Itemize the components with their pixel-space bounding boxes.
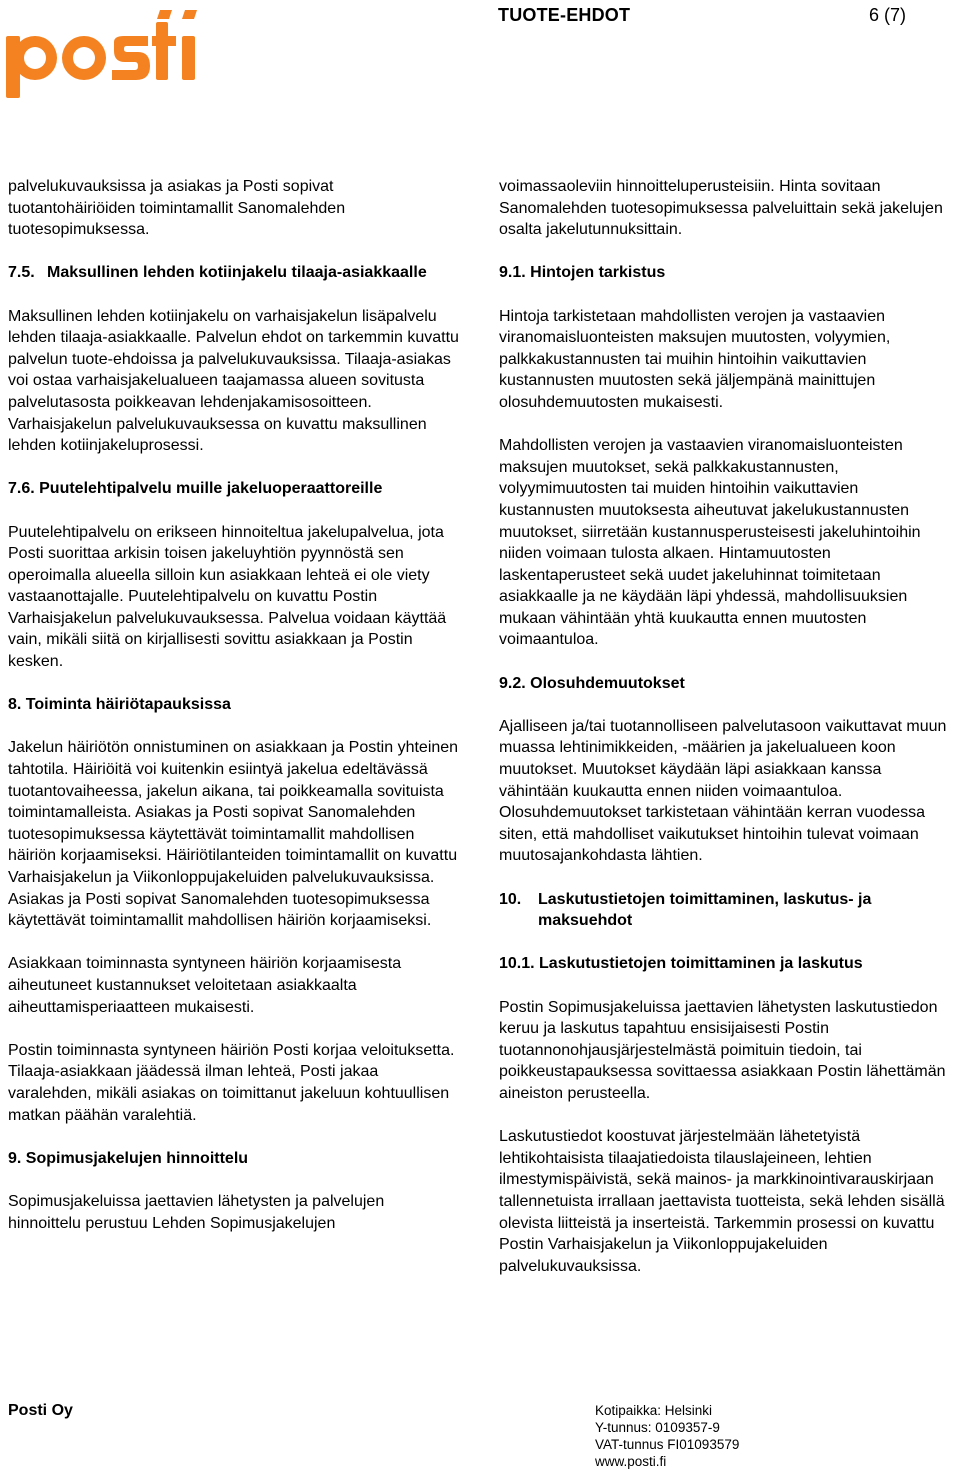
document-title: TUOTE-EHDOT bbox=[498, 5, 631, 25]
page-number: 6 (7) bbox=[869, 5, 907, 25]
paragraph: Postin toiminnasta syntyneen häiriön Posti korjaa veloituksetta. Tilaaja-asiakkaan jäädessä ilman lehteä, Posti jakaa varalehden, mikäli asiakas on toimittanut jakeluun kohtuullisen matkan päähän varalehtiä. bbox=[8, 1041, 455, 1124]
paragraph: Mahdollisten verojen ja vastaavien viranomaisluonteisten maksujen muutokset, sekä palkkakustannusten, volyymimuutosten tai muiden hintoihin vaikuttavien kustannusten muutoksesta aiheutuvat jakelukustannusten muutokset, siirretään kustannusperusteisesti jakeluhintoihin niiden voimaan tulosta alkaen. Hintamuutosten laskentaperusteet sekä uudet jakeluhinnat toimitetaan asiakkaalle ja ne käydään läpi yhdessä, mahdollisuuksien mukaan vähintään yhtä kuukautta ennen muutosten voimaantuloa. bbox=[499, 437, 921, 649]
section-heading-7-5 bbox=[8, 262, 460, 284]
footer-company: Posti Oy bbox=[8, 1402, 73, 1419]
paragraph: Puutelehtipalvelu on erikseen hinnoiteltua jakelupalvelua, jota Posti suorittaa arkisin toisen jakeluyhtiön pyynnöstä sen operoimalla alueella silloin kun asiakkaan lehteä ei ole viety vastaanottajalle. Puutelehtipalvelu on kuvattu Postin Varhaisjakelun palvelukuvauksessa. Palvelua voidaan käyttää vain, mikäli siitä on kirjallisesti sovittu asiakkaan ja Postin kesken. bbox=[8, 523, 447, 671]
footer-vat-id: VAT-tunnus FI01093579 bbox=[595, 1437, 740, 1452]
paragraph: Hintoja tarkistetaan mahdollisten verojen ja vastaavien viranomaisluonteisten maksujen muutosten, volyymien, palkkakustannusten tai muihin hintoihin vaikuttavien kustannusten muutosten sekä jäljempänä mainittujen olosuhdemuutosten mukaisesti. bbox=[499, 307, 891, 411]
paragraph: voimassaoleviin hinnoitteluperusteisiin. Hinta sovitaan Sanomalehden tuotesopimuksessa palveluittain sekä jakelujen osalta jakelutunnuksittain. bbox=[499, 178, 943, 239]
paragraph: Maksullinen lehden kotiinjakelu on varhaisjakelun lisäpalvelu lehden tilaaja-asiakkaalle. Palvelun ehdot on tarkemmin kuvattu palvelun tuote-ehdoissa ja palvelukuvauksissa. Tilaaja-asiakas voi ostaa varhaisjakelualueen taajamassa alueen sovitusta palvelutasosta poikkeavan lehdenjakamisosoitteen. Varhaisjakelun palvelukuvauksessa on kuvattu maksullinen lehden kotiinjakeluprosessi. bbox=[8, 307, 459, 455]
paragraph: Postin Sopimusjakeluissa jaettavien lähetysten laskutustiedon keruu ja laskutus tapahtuu ensisijaisesti Postin tuotannonohjausjärjestelmästä poimituin tiedoin, tai poikkeustapauksessa sovittaessa asiakkaan Postin lähettämän aineiston perusteella. bbox=[499, 998, 946, 1102]
section-heading-10-1: 10.1. Laskutustietojen toimittaminen ja laskutus bbox=[499, 955, 863, 973]
section-heading-7-6: 7.6. Puutelehtipalvelu muille jakeluoperaattoreille bbox=[8, 480, 383, 498]
heading-text: Laskutustietojen toimittaminen, laskutus- ja maksuehdot bbox=[538, 890, 872, 930]
footer-domicile: Kotipaikka: Helsinki bbox=[595, 1403, 713, 1418]
posti-logo bbox=[6, 6, 202, 98]
left-column bbox=[8, 176, 460, 1256]
right-column bbox=[499, 176, 951, 1299]
section-heading-9: 9. Sopimusjakelujen hinnoittelu bbox=[8, 1149, 249, 1167]
paragraph: Asiakkaan toiminnasta syntyneen häiriön korjaamisesta aiheutuneet kustannukset veloitetaan asiakkaalta aiheuttamisperiaatteen mukaisesti. bbox=[8, 955, 402, 1016]
paragraph: Jakelun häiriötön onnistuminen on asiakkaan ja Postin yhteinen tahtotila. Häiriöitä voi kuitenkin esiintyä jakelua edeltävässä tuotantovaiheessa, jakelun aikana, tai poikkeamalla sovituista toimintamalleista. Asiakas ja Posti sopivat Sanomalehden tuotesopimuksessa käytettävät toimintamallit mahdollisen häiriön korjaamiseksi. Häiriötilanteiden toimintamallit on kuvattu Varhaisjakelun ja Viikonloppujakeluiden palvelukuvauksissa. Asiakas ja Posti sopivat Sanomalehden tuotesopimuksessa käytettävät toimintamallit mahdollisen häiriön korjaamiseksi. bbox=[8, 739, 459, 930]
section-heading-9-2: 9.2. Olosuhdemuutokset bbox=[499, 674, 685, 692]
section-heading-10 bbox=[499, 889, 951, 932]
paragraph: Ajalliseen ja/tai tuotannolliseen palvelutasoon vaikuttavat muun muassa lehtinimikkeiden, -määrien ja jakelualueen koon muutokset. Muutokset käydään läpi asiakkaan kanssa vähintään kuukautta ennen niiden voimaantuloa. Olosuhdemuutokset tarkistetaan vähintään kerran vuodessa siten, että mahdolliset vaikutukset hintoihin tulevat voimaan muutosajankohdasta lähtien. bbox=[499, 717, 947, 865]
paragraph: Laskutustiedot koostuvat järjestelmään lähetetyistä lehtikohtaisista tilaajatiedoista tilauslajeineen, lehtien ilmestymispäivistä, sekä mainos- ja markkinointivarauskirjaan tallennetuista irrallaan jaettavista tuotteista, sekä lehden sisällä olevista liitteistä ja inserteistä. Tarkemmin prosessi on kuvattu Postin Varhaisjakelun ja Viikonloppujakeluiden palvelukuvauksissa. bbox=[499, 1128, 945, 1275]
heading-number: 10. bbox=[499, 890, 522, 908]
heading-number: 7.5. bbox=[8, 264, 35, 282]
section-heading-8: 8. Toiminta häiriötapauksissa bbox=[8, 696, 231, 714]
footer-website: www.posti.fi bbox=[595, 1454, 667, 1469]
section-heading-9-1: 9.1. Hintojen tarkistus bbox=[499, 264, 666, 282]
heading-text: Maksullinen lehden kotiinjakelu tilaaja-asiakkaalle bbox=[47, 264, 427, 282]
footer-business-id: Y-tunnus: 0109357-9 bbox=[595, 1420, 720, 1435]
footer-details bbox=[595, 1402, 739, 1470]
paragraph: palvelukuvauksissa ja asiakas ja Posti sopivat tuotantohäiriöiden toimintamallit Sanomalehden tuotesopimuksessa. bbox=[8, 178, 346, 239]
paragraph: Sopimusjakeluissa jaettavien lähetysten ja palvelujen hinnoittelu perustuu Lehden Sopimusjakelujen bbox=[8, 1192, 385, 1232]
